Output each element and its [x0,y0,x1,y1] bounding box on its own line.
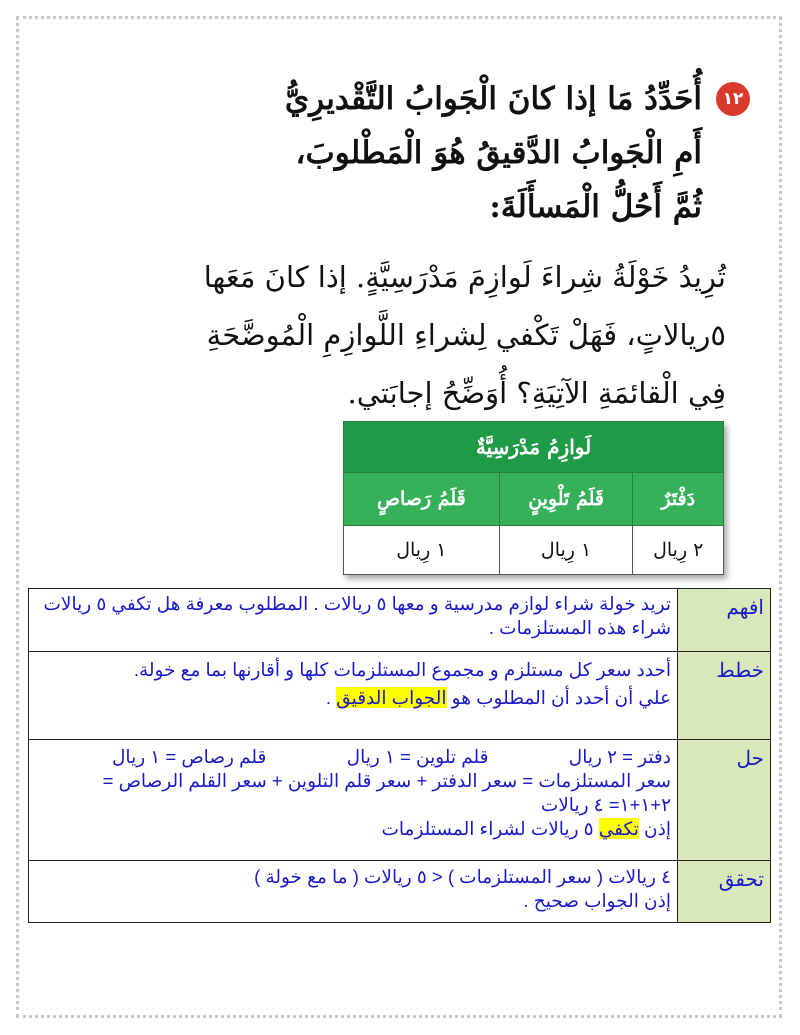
supplies-price-colored-pencil: ١ رِيال [499,526,633,575]
solve-conclusion-prefix: إذن [638,818,671,839]
solve-price-pencil: قلم رصاص = ١ ريال [111,746,267,767]
question-header [40,72,750,234]
step-text-plan [29,652,678,740]
step-label-solve: حل [678,740,771,861]
step-row-plan [29,652,771,740]
plan-line-2 [37,686,671,710]
plan-line-1: أحدد سعر كل مستلزم و مجموع المستلزمات كلها و أقارنها بما مع خولة. [133,659,671,680]
solve-sum: ٢+١+١= ٤ ريالات [540,794,671,815]
solve-formula: سعر المستلزمات = سعر الدفتر + سعر قلم التلوين + سعر القلم الرصاص = [102,770,671,791]
check-line-1: ٤ ريالات ( سعر المستلزمات ) < ٥ ريالات ( ما مع خولة ) [254,866,671,887]
check-line-2: إذن الجواب صحيح . [523,890,671,911]
step-row-understand [29,589,771,652]
solve-conclusion-suffix: ٥ ريالات لشراء المستلزمات [381,818,599,839]
step-label-plan: خطط [678,652,771,740]
step-row-solve [29,740,771,861]
solve-highlight-enough: تكفي [598,818,639,839]
solve-conclusion [37,817,671,841]
supplies-table [343,421,724,575]
solve-prices-line [37,745,671,769]
solve-price-notebook: دفتر = ٢ ريال [568,746,671,767]
question-block [40,72,750,422]
plan-highlight-exact-answer: الجواب الدقيق [336,687,447,708]
step-label-understand: افهم [678,589,771,652]
step-text-solve [29,740,678,861]
step-row-check [29,861,771,923]
step-label-check: تحقق [678,861,771,923]
step-text-understand: تريد خولة شراء لوازم مدرسية و معها ٥ ريالات . المطلوب معرفة هل تكفي ٥ ريالات شراء هذه المستلزمات . [29,589,678,652]
question-body: تُرِيدُ خَوْلَةُ شِراءَ لَوازِمَ مَدْرَسِيَّةٍ. إذا كانَ مَعَها ٥ريالاتٍ، فَهَلْ تَكْفي لِشراءِ اللَّوازِمِ الْمُوضَّحَةِ فِي الْقائمَةِ الآتِيَةِ؟ أُوَضِّحُ إجابَتي. [203,260,726,410]
supplies-table-title: لَوازِمُ مَدْرَسِيَّةٌ [344,422,724,473]
step-text-check [29,861,678,923]
question-number-badge: ١٢ [716,82,750,116]
plan-line-2-suffix: . [325,687,337,708]
supplies-header-pencil: قَلَمُ رَصاصٍ [344,473,500,526]
solution-steps-table [28,588,771,923]
solve-price-colored-pencil: قلم تلوين = ١ ريال [346,746,489,767]
supplies-price-notebook: ٢ رِيال [633,526,724,575]
supplies-price-pencil: ١ رِيال [344,526,500,575]
supplies-header-notebook: دَفْتَرٌ [633,473,724,526]
plan-line-2-prefix: علي أن أحدد أن المطلوب هو [446,687,671,708]
question-prompt: أُحَدِّدُ مَا إذا كانَ الْجَوابُ التَّقْديرِيُّ أَمِ الْجَوابُ الدَّقيقُ هُوَ الْمَطْلوبَ، ثُمَّ أَحُلُّ الْمَسأَلَةَ: [284,81,702,225]
supplies-header-colored-pencil: قَلَمُ تَلْوِينٍ [499,473,633,526]
